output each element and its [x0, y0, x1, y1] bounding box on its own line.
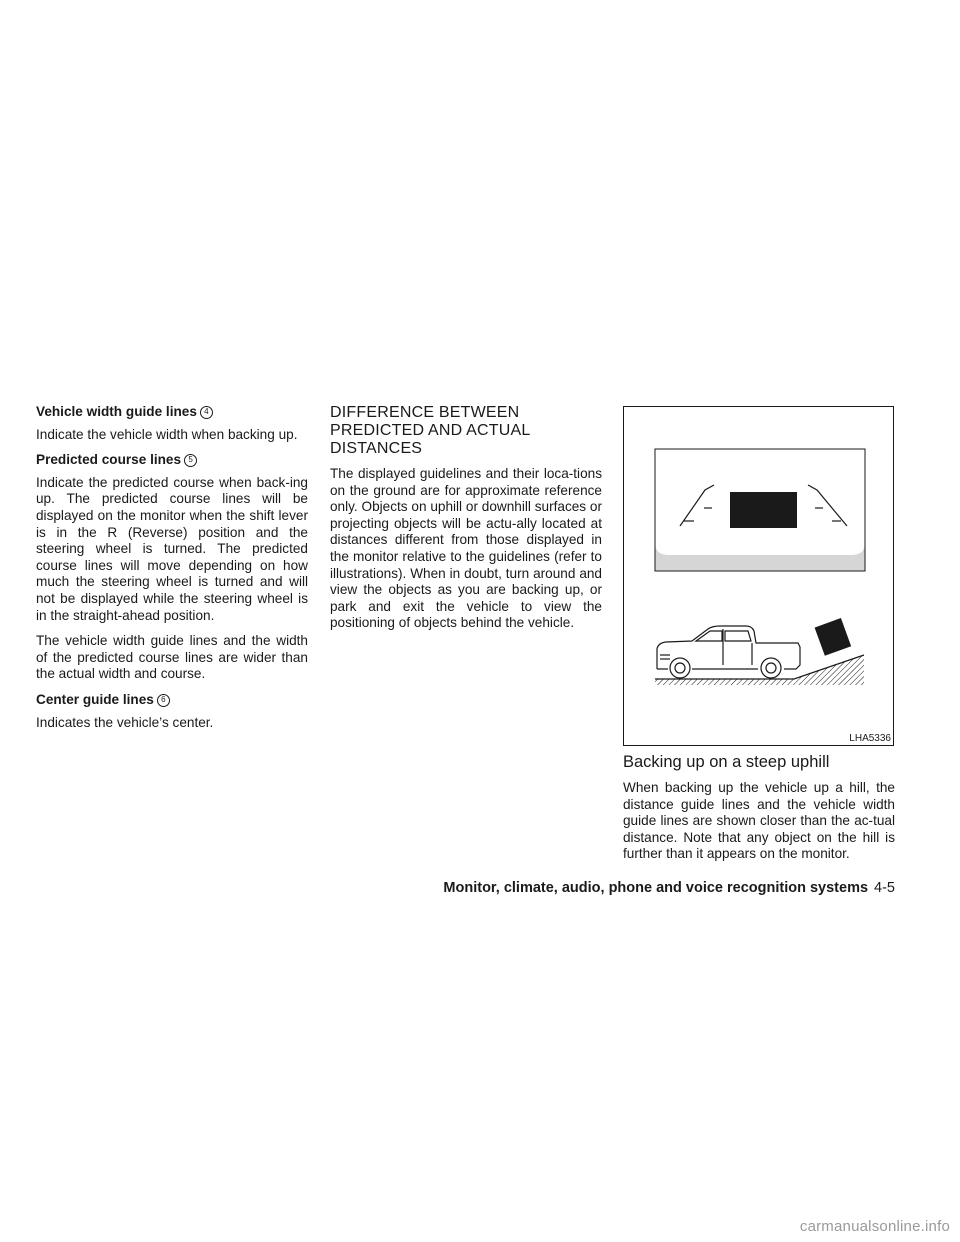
figure-code: LHA5336 — [849, 733, 891, 744]
page-number: 4-5 — [874, 880, 895, 896]
pickup-truck-icon — [657, 626, 800, 678]
watermark[interactable]: carmanualsonline.info — [799, 1218, 950, 1235]
section-heading: DIFFERENCE BETWEEN PREDICTED AND ACTUAL DISTANCES — [330, 404, 530, 457]
section-text: The displayed guidelines and their loca-tions on the ground are for approximate reference only. Objects on uphill or downhill surfaces or projecting objects will be actu-ally located at distances different from those displayed in the monitor relative to the guidelines (refer to illustrations). When in doubt, turn around and view the objects as you are backing up, or park and exit the vehicle to view the positioning of objects behind the vehicle. — [330, 466, 602, 631]
width-guide-text: Indicate the vehicle width when backing up. — [36, 426, 298, 442]
uphill-object-icon — [815, 618, 852, 656]
callout-4-icon: 4 — [200, 406, 213, 419]
footer-section-title: Monitor, climate, audio, phone and voice recognition systems — [443, 880, 869, 896]
middle-column — [330, 404, 602, 641]
callout-6-icon: 6 — [157, 694, 170, 707]
course-lines-heading: Predicted course lines 5 — [36, 452, 308, 469]
callout-5-icon: 5 — [184, 454, 197, 467]
right-column — [623, 752, 895, 872]
course-lines-text: Indicate the predicted course when back-ing up. The predicted course lines will be displayed on the monitor when the shift lever is in the R (Reverse) position and the steering wheel is turned. The predicted course lines will move depending on how much the steering wheel is turned and will not be displayed while the steering wheel is in the straight-ahead position. — [36, 474, 308, 623]
center-guide-heading: Center guide lines 6 — [36, 692, 308, 709]
course-lines-note: The vehicle width guide lines and the width of the predicted course lines are wider than the actual width and course. — [36, 633, 308, 682]
page-footer — [330, 879, 895, 897]
uphill-text: When backing up the vehicle up a hill, the distance guide lines and the vehicle width guide lines are shown closer than the ac-tual distance. Note that any object on the hill is further than it appears on the monitor. — [623, 780, 895, 862]
uphill-heading: Backing up on a steep uphill — [623, 753, 830, 771]
object-block-icon — [730, 492, 797, 528]
uphill-illustration — [623, 406, 894, 746]
left-column — [36, 404, 308, 740]
monitor-screen — [655, 449, 865, 571]
center-guide-text: Indicates the vehicle’s center. — [36, 714, 214, 730]
uphill-diagram — [624, 407, 895, 747]
width-guide-heading: Vehicle width guide lines 4 — [36, 404, 308, 421]
